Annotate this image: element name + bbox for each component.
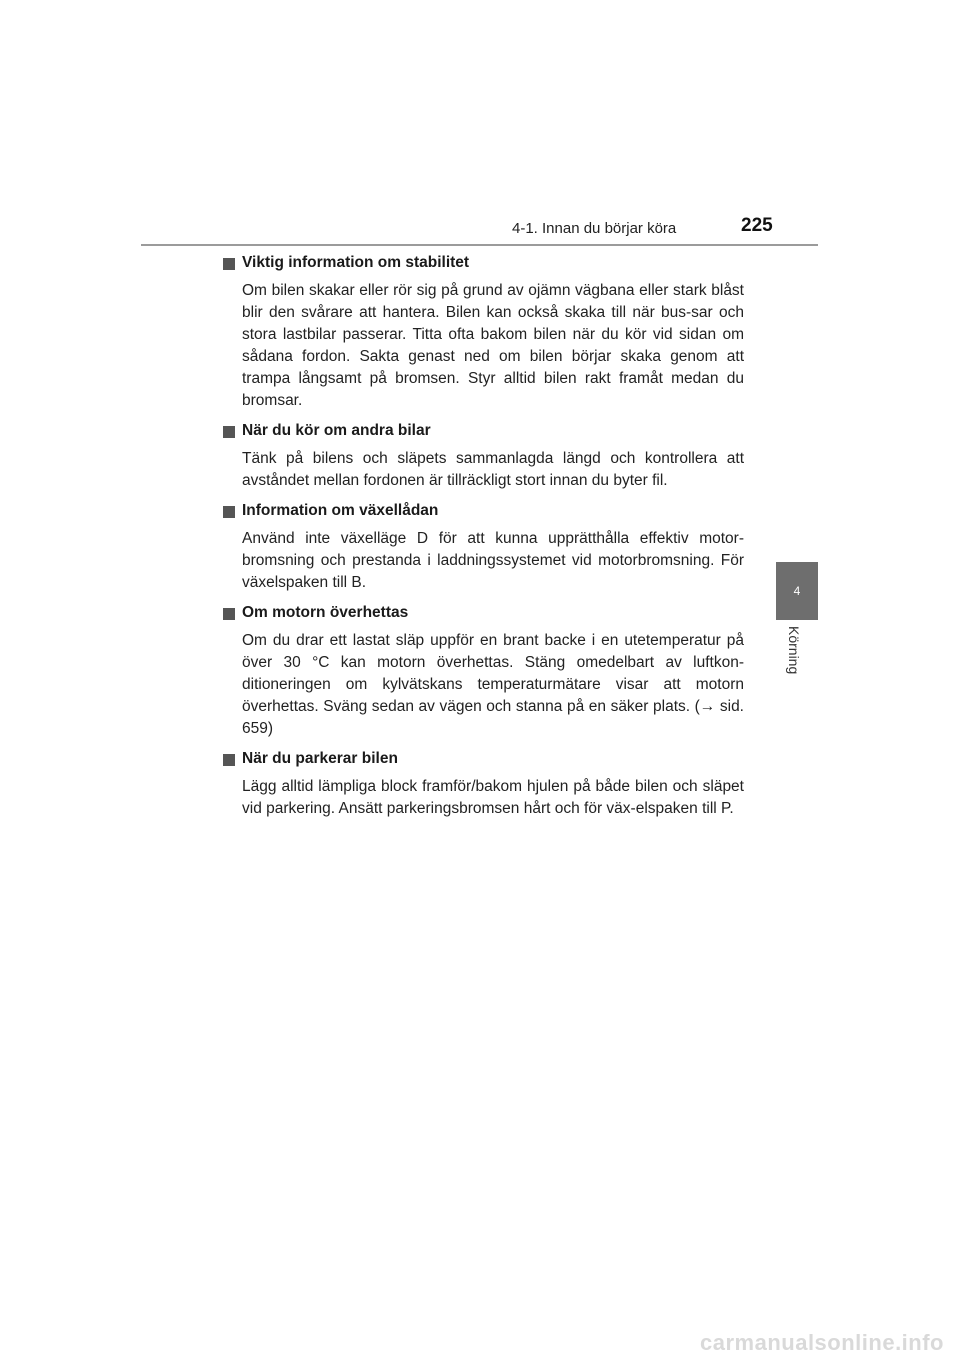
section-body: Använd inte växelläge D för att kunna upprätthålla effektiv motor-bromsning och prestanda i laddningssystemet vid motorbromsning. För växelspaken till B.: [242, 530, 744, 591]
square-bullet-icon: [223, 506, 235, 518]
square-bullet-icon: [223, 608, 235, 620]
section-body: Tänk på bilens och släpets sammanlagda längd och kontrollera att avståndet mellan fordonen är tillräckligt stort innan du byter fil.: [242, 450, 744, 489]
square-bullet-icon: [223, 258, 235, 270]
header-section-title: 4-1. Innan du börjar köra: [512, 220, 677, 237]
section-body: Lägg alltid lämpliga block framför/bakom hjulen på både bilen och släpet vid parkering. Ansätt parkeringsbromsen hårt och för väx-elspaken till P.: [242, 778, 744, 817]
chapter-tab: [776, 562, 818, 620]
section-heading: [222, 748, 744, 770]
section-heading-text: Information om växellådan: [242, 502, 439, 519]
section-overheating: [222, 602, 744, 740]
chapter-label: Körning: [786, 626, 802, 675]
section-heading: [222, 252, 744, 274]
chapter-number: 4: [793, 584, 801, 598]
page-number: 225: [741, 215, 773, 236]
section-heading-text: Om motorn överhettas: [242, 604, 409, 621]
section-body: Om du drar ett lastat släp uppför en brant backe i en utetemperatur på över 30 °C kan motorn överhettas. Stäng omedelbart av luftkon-ditioneringen om kylvätskans temperaturmätare visar att motorn överhettas. Sväng sedan av vägen och stanna på en säker plats. (→ sid. 659): [242, 632, 744, 737]
header-divider: [141, 244, 818, 246]
square-bullet-icon: [223, 754, 235, 766]
section-stability: [222, 252, 744, 412]
section-heading: [222, 420, 744, 442]
square-bullet-icon: [223, 426, 235, 438]
section-transmission: [222, 500, 744, 594]
section-heading-text: Viktig information om stabilitet: [242, 254, 470, 271]
section-heading: [222, 602, 744, 624]
section-heading: [222, 500, 744, 522]
watermark: carmanualsonline.info: [700, 1330, 944, 1355]
section-overtaking: [222, 420, 744, 492]
section-body: Om bilen skakar eller rör sig på grund av ojämn vägbana eller stark blåst blir den svårare att hantera. Bilen kan också skaka till när bus-sar och stora lastbilar passerar. Titta ofta bakom bilen när du kör vid sidan om sådana fordon. Sakta genast ned om bilen börjar skaka genom att trampa långsamt på bromsen. Styr alltid bilen rakt framåt medan du bromsar.: [242, 282, 744, 409]
section-parking: [222, 748, 744, 820]
section-heading-text: När du parkerar bilen: [242, 750, 398, 767]
section-heading-text: När du kör om andra bilar: [242, 422, 431, 439]
main-content: [222, 252, 744, 828]
